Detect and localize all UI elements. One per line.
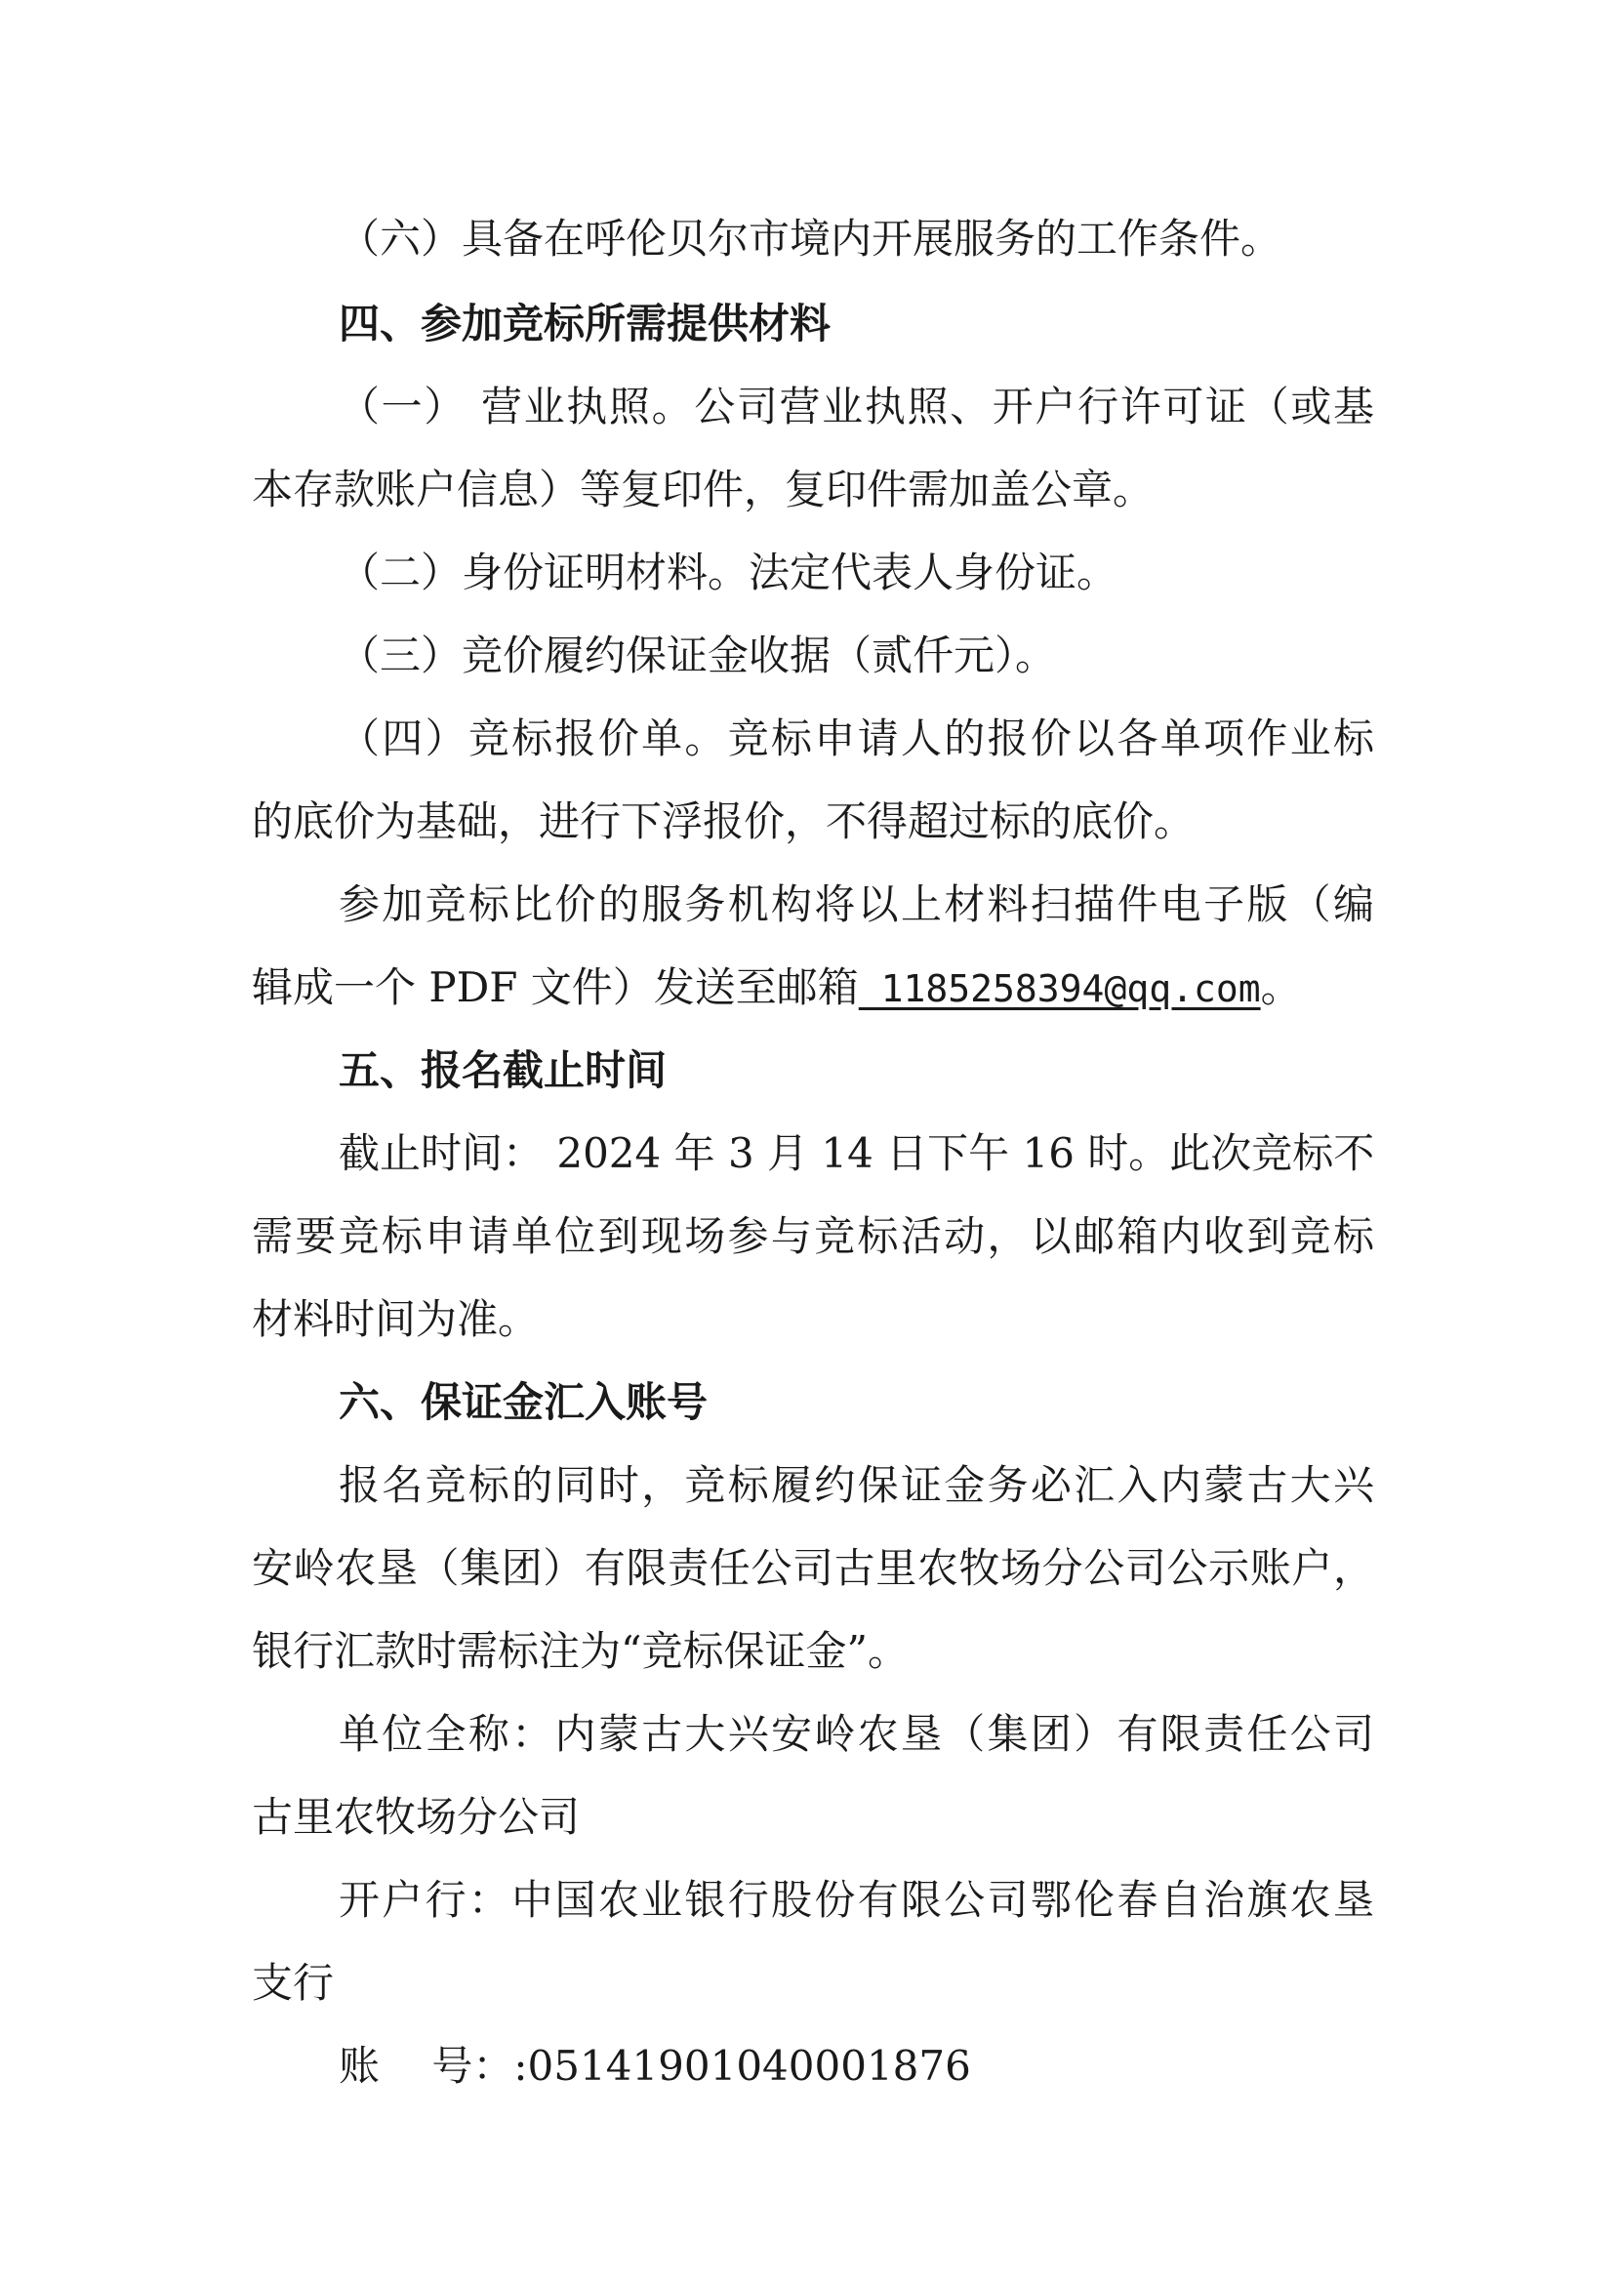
section-4-note-line-1: 参加竞标比价的服务机构将以上材料扫描件电子版（编 bbox=[339, 880, 1374, 928]
item-6-condition: （六）具备在呼伦贝尔市境内开展服务的工作条件。 bbox=[339, 215, 1282, 263]
email-address: 1185258394@qq.com bbox=[858, 967, 1261, 1010]
section-4-item-4-line-1: （四）竞标报价单。竞标申请人的报价以各单项作业标 bbox=[339, 714, 1374, 762]
section-4-heading: 四、参加竞标所需提供材料 bbox=[339, 300, 832, 347]
section-5-heading: 五、报名截止时间 bbox=[339, 1046, 668, 1094]
section-6-paragraph-line-3: 银行汇款时需标注为“竞标保证金”。 bbox=[252, 1627, 909, 1675]
unit-name-line-2: 古里农牧场分公司 bbox=[252, 1793, 581, 1841]
account-label: 账 号： bbox=[339, 2042, 514, 2090]
section-4-item-2: （二）身份证明材料。法定代表人身份证。 bbox=[339, 549, 1118, 596]
note-line-2-suffix: 。 bbox=[1260, 963, 1302, 1011]
section-4-item-3: （三）竞价履约保证金收据（贰仟元）。 bbox=[339, 632, 1057, 679]
unit-name-line-1: 单位全称：内蒙古大兴安岭农垦（集团）有限责任公司 bbox=[339, 1710, 1374, 1758]
section-6-paragraph-line-1: 报名竞标的同时，竞标履约保证金务必汇入内蒙古大兴 bbox=[339, 1461, 1374, 1509]
bank-name-line-1: 开户行：中国农业银行股份有限公司鄂伦春自治旗农垦 bbox=[339, 1876, 1374, 1924]
account-number: :05141901040001876 bbox=[513, 2042, 971, 2090]
section-4-note-line-2 bbox=[252, 958, 1374, 1018]
section-5-line-3: 材料时间为准。 bbox=[252, 1295, 540, 1343]
section-6-heading: 六、保证金汇入账号 bbox=[339, 1378, 709, 1426]
bank-name-line-2: 支行 bbox=[252, 1959, 335, 2007]
section-4-item-4-line-2: 的底价为基础，进行下浮报价，不得超过标的底价。 bbox=[252, 797, 1196, 845]
note-line-2-prefix: 辑成一个 PDF 文件）发送至邮箱 bbox=[252, 963, 859, 1011]
section-5-line-1: 截止时间： 2024 年 3 月 14 日下午 16 时。此次竞标不 bbox=[339, 1129, 1374, 1177]
section-6-paragraph-line-2: 安岭农垦（集团）有限责任公司古里农牧场分公司公示账户， bbox=[252, 1544, 1374, 1592]
section-4-item-1-line-1: （一） 营业执照。公司营业执照、开户行许可证（或基 bbox=[339, 383, 1374, 430]
account-number-line bbox=[339, 2037, 1374, 2096]
section-5-line-2: 需要竞标申请单位到现场参与竞标活动，以邮箱内收到竞标 bbox=[252, 1212, 1374, 1260]
section-4-item-1-line-2: 本存款账户信息）等复印件，复印件需加盖公章。 bbox=[252, 466, 1155, 513]
